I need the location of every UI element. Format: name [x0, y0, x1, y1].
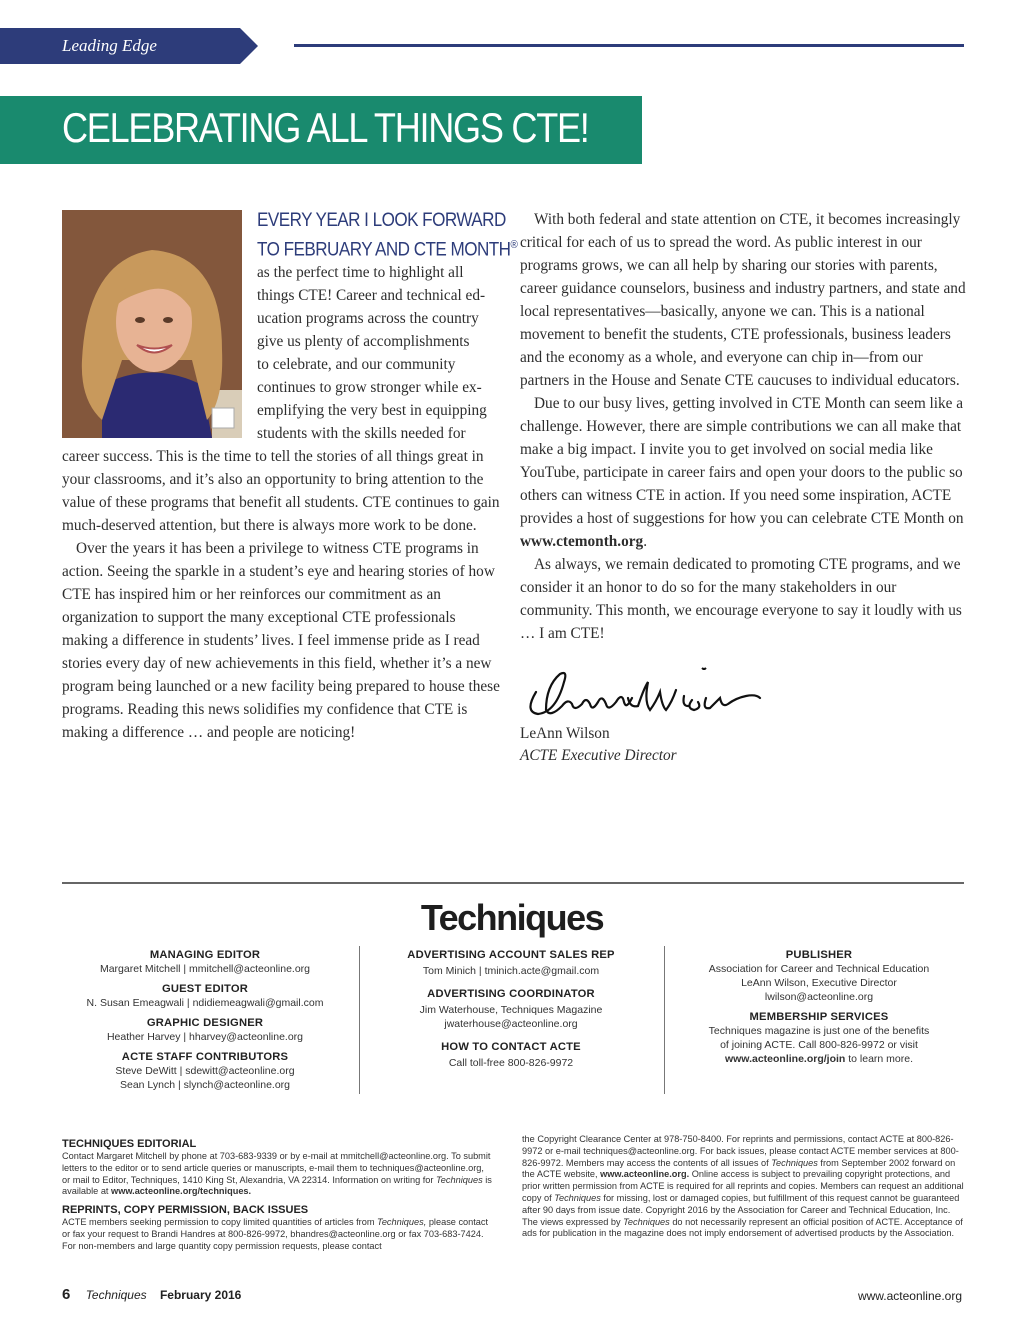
fine-print-right	[522, 1134, 964, 1240]
editorial-mid: is available at	[62, 1174, 492, 1197]
portrait-illustration	[62, 210, 242, 438]
paragraph-1-rest: career success. This is the time to tell the stories of all things great in your classrooms, and it’s also an opportunity to bring attention to the value of these programs that benefit all students. CTE continues to gain much-deserved attention, but there is always more work to be done.	[62, 448, 500, 534]
masthead-column-1	[62, 948, 348, 1092]
fine-print-left	[62, 1137, 492, 1253]
handwritten-signature	[516, 662, 766, 724]
signature-title: ACTE Executive Director	[520, 747, 677, 764]
lead-in-line-1: EVERY YEAR I LOOK FORWARD	[257, 210, 506, 231]
author-photo	[62, 210, 242, 438]
masthead-column-3	[674, 948, 964, 1066]
registered-mark: ®	[510, 239, 518, 251]
staff-heading: ADVERTISING ACCOUNT SALES REP	[407, 949, 615, 961]
wrap-line: emplifying the very best in equipping	[257, 402, 487, 419]
paragraph-2: Over the years it has been a privilege to witness CTE programs in action. Seeing the sparkle in a student’s eye and hearing stories of how CTE has inspired him or her reinforces our commitment as an organization to support the many exceptional CTE professionals making a difference in students’ lives. I feel immense pride as I read stories every day of new achievements in this field, whether it’s a new program being launched or a new facility being prepared to house these programs. Reading this news solidifies my confidence that CTE is making a difference … and people are noticing!	[62, 540, 500, 741]
staff-line: Heather Harvey | hharvey@acteonline.org	[106, 1031, 304, 1043]
staff-line: of joining ACTE. Call 800-826-9972 or visit	[720, 1039, 918, 1051]
right-column	[520, 208, 966, 645]
reprints-heading: REPRINTS, COPY PERMISSION, BACK ISSUES	[62, 1204, 309, 1217]
copyright-text-5: do not necessarily represent an official position of ACTE. Acceptance of ads for publication in the magazine does not imply endorsement of advertised products by the Association.	[522, 1216, 963, 1239]
page-number: 6	[62, 1286, 71, 1303]
staff-line: lwilson@acteonline.org	[764, 991, 874, 1003]
paragraph-3: With both federal and state attention on CTE, it becomes increasingly critical for each of us to spread the word. As public interest in our programs grows, we can all help by sharing our stories with parents, career guidance counselors, business and industry partners, and state and local representatives—basically, anyone we can. This is a national movement to benefit the students, CTE professionals, business leaders and the economy as a whole, and everyone can chip in—from our partners in the House and Senate CTE caucuses to individual educators.	[520, 211, 966, 389]
staff-line: jwaterhouse@acteonline.org	[444, 1018, 578, 1030]
column-divider	[664, 946, 665, 1094]
staff-line: Steve DeWitt | sdewitt@acteonline.org	[115, 1065, 295, 1077]
lead-in-text: TO FEBRUARY AND CTE MONTH	[257, 239, 511, 261]
staff-heading: PUBLISHER	[785, 949, 853, 961]
staff-heading: MANAGING EDITOR	[149, 949, 261, 961]
copyright-text-4: for missing, lost or damaged copies, but fulfillment of this request cannot be guaranteed after 90 days from issue date. Copyright 2016 by the Association for Career and Technical Education, Inc. The views expressed by	[522, 1192, 960, 1227]
footer-magazine: Techniques	[85, 1288, 147, 1302]
masthead-rule	[62, 882, 964, 884]
lead-in-line-2	[257, 232, 517, 263]
copyright-text-2: from September 2002 forward on the ACTE website,	[522, 1157, 956, 1180]
wrap-line: as the perfect time to highlight all	[257, 264, 464, 281]
footer-issue: February 2016	[159, 1288, 242, 1302]
masthead-column-2	[368, 948, 654, 1070]
staff-line: Association for Career and Technical Education	[708, 963, 930, 975]
staff-heading: GRAPHIC DESIGNER	[146, 1017, 264, 1029]
reprints-text	[62, 1217, 492, 1252]
editorial-heading: TECHNIQUES EDITORIAL	[62, 1138, 197, 1150]
p4-end: .	[643, 533, 648, 550]
reprints-body-2: please contact or fax your request to Brandi Handres at 800-826-9972, bhandres@acteonline.org or fax 703-683-7424. For non-members and large quantity copy permission requests, please contact	[62, 1217, 489, 1251]
signature-name: LeAnn Wilson	[520, 725, 610, 742]
wrap-line: continues to grow stronger while ex-	[257, 379, 482, 396]
staff-line: Tom Minich | tminich.acte@gmail.com	[422, 965, 600, 977]
staff-line: Techniques magazine is just one of the benefits	[708, 1025, 930, 1037]
footer-url[interactable]: www.acteonline.org	[857, 1289, 962, 1303]
membership-tail: to learn more.	[845, 1053, 914, 1065]
copyright-text-3: Online access is subject to prevailing copyright protections, and prior written permission from ACTE is required for all reprints and copies. Members can request an additional copy of	[522, 1169, 964, 1203]
acteonline-link[interactable]: www.acteonline.org.	[600, 1169, 690, 1180]
editorial-text	[62, 1151, 492, 1198]
staff-heading: ADVERTISING COORDINATOR	[427, 988, 595, 1000]
paragraph-4	[520, 392, 966, 553]
left-column	[62, 445, 504, 744]
membership-link[interactable]: www.acteonline.org/join	[724, 1053, 846, 1065]
page-title: CELEBRATING ALL THINGS CTE!	[62, 104, 589, 151]
staff-line	[674, 1052, 964, 1066]
wrap-line: things CTE! Career and technical ed-	[257, 287, 486, 304]
column-divider	[359, 946, 360, 1094]
paragraph-5: As always, we remain dedicated to promoting CTE programs, and we consider it an honor to do so for the many stakeholders in our community. This month, we encourage everyone to say it loudly with us … I am CTE!	[520, 556, 962, 642]
copyright-italic-3: Techniques	[623, 1216, 670, 1227]
section-label: Leading Edge	[62, 36, 157, 55]
staff-heading: GUEST EDITOR	[161, 983, 249, 995]
staff-heading: HOW TO CONTACT ACTE	[441, 1041, 581, 1053]
wrap-line: give us plenty of accomplishments	[257, 333, 470, 350]
wrap-line: ucation programs across the country	[257, 310, 479, 327]
reprints-body: ACTE members seeking permission to copy limited quantities of articles from	[62, 1217, 378, 1228]
copyright-text: the Copyright Clearance Center at 978-750-8400. For reprints and permissions, contact ACTE at 800-826-9972 or e-mail techniques@acteonline.org. For back issues, please contact ACTE member services at 800-826-9972. Members may access the contents of all issues of	[522, 1134, 959, 1168]
reprints-italic: Techniques,	[377, 1217, 427, 1228]
techniques-logo: Techniques	[420, 897, 604, 938]
staff-line: Sean Lynch | slynch@acteonline.org	[119, 1079, 290, 1091]
editorial-italic: Techniques	[436, 1174, 483, 1185]
p4-text: Due to our busy lives, getting involved in CTE Month can seem like a challenge. However, there are simple contributions we can all make that make a big impact. I invite you to get involved on social media like YouTube, participate in career fairs and open your doors to the public so others can witness CTE in action. If you need some inspiration, ACTE provides a host of suggestions for how you can celebrate CTE Month on	[520, 395, 964, 527]
copyright-italic-2: Techniques	[554, 1192, 601, 1203]
page-footer-left	[62, 1286, 241, 1303]
copyright-italic: Techniques	[771, 1157, 818, 1168]
header-rule	[294, 44, 964, 47]
staff-line: Margaret Mitchell | mmitchell@acteonline.org	[99, 963, 311, 975]
staff-line: Call toll-free 800-826-9972	[448, 1057, 574, 1069]
staff-heading: MEMBERSHIP SERVICES	[749, 1011, 889, 1023]
wrap-text	[257, 261, 507, 445]
staff-heading: ACTE STAFF CONTRIBUTORS	[121, 1051, 289, 1063]
ctemonth-link[interactable]: www.ctemonth.org	[520, 533, 644, 550]
staff-line: N. Susan Emeagwali | ndidiemeagwali@gmail.com	[86, 997, 324, 1009]
editorial-body: Contact Margaret Mitchell by phone at 703-683-9339 or by e-mail at mmitchell@acteonline.org. To submit letters to the editor or to send article queries or manuscripts, e-mail them to techniques@acteonline.org, or mail to Editor, Techniques, 1410 King St, Alexandria, VA 22314. Information on writing for	[62, 1151, 491, 1185]
wrap-line: to celebrate, and our community	[257, 356, 456, 373]
techniques-link[interactable]: www.acteonline.org/techniques.	[111, 1186, 252, 1197]
staff-line: LeAnn Wilson, Executive Director	[741, 977, 897, 989]
staff-line: Jim Waterhouse, Techniques Magazine	[419, 1004, 603, 1016]
wrap-line: students with the skills needed for	[257, 425, 466, 442]
